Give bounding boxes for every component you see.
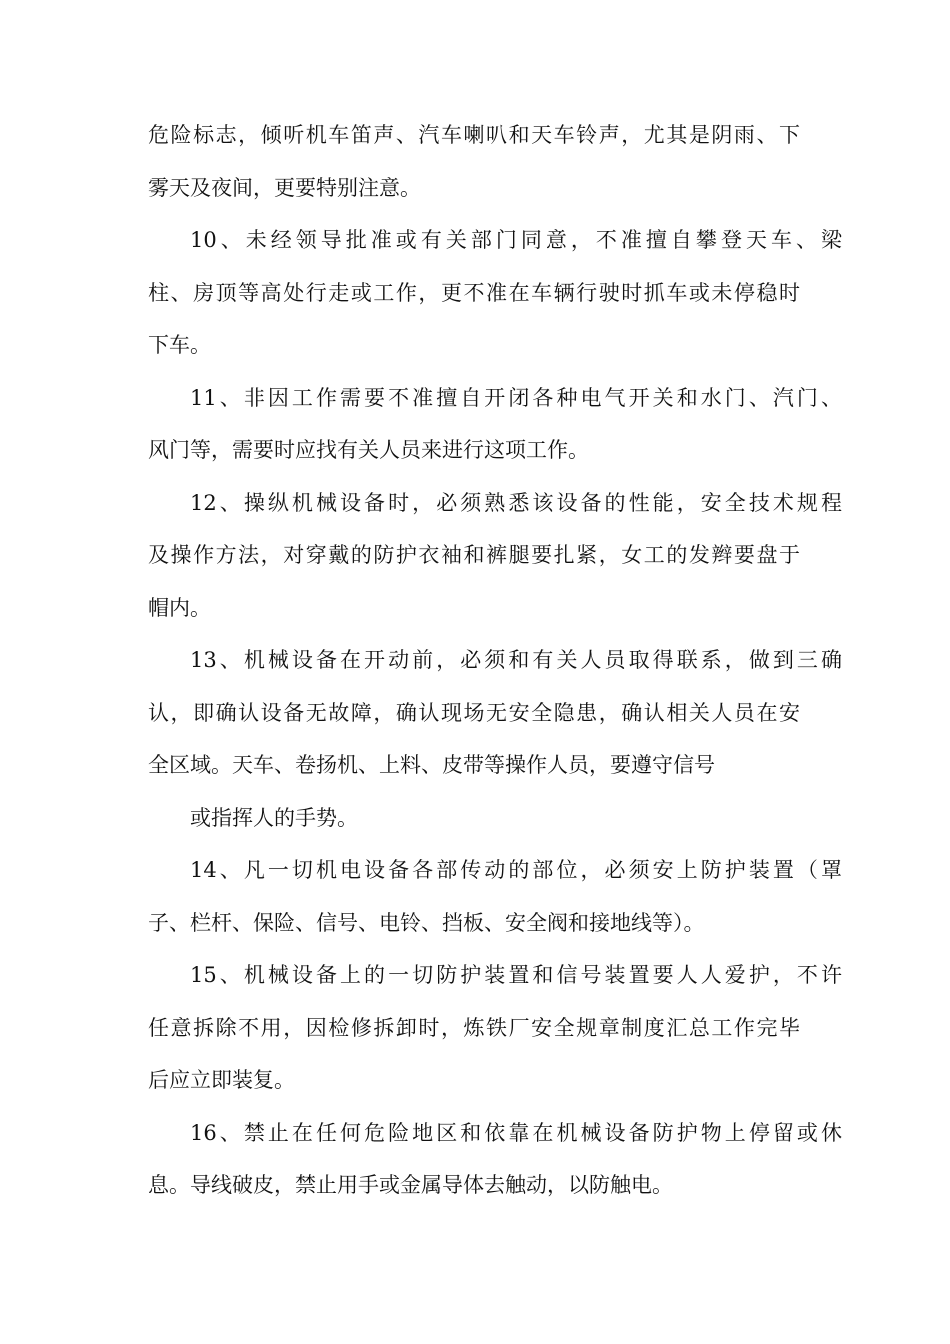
text-line: 风门等，需要时应找有关人员来进行这项工作。 xyxy=(148,438,589,462)
text-line: 下车。 xyxy=(148,333,211,357)
paragraph-14-line-1: 14、凡一切机电设备各部传动的部位，必须安上防护装置（罩 xyxy=(190,858,842,882)
paragraph-12-line-1: 12、操纵机械设备时，必须熟悉该设备的性能，安全技术规程 xyxy=(190,490,842,515)
paragraph-11-line-1: 11、非因工作需要不准擅自开闭各种电气开关和水门、汽门、 xyxy=(190,385,842,410)
text-line: 子、栏杆、保险、信号、电铃、挡板、安全阀和接地线等）。 xyxy=(148,910,705,935)
text-line: 帽内。 xyxy=(148,595,211,620)
paragraph-10-line-1: 10、未经领导批准或有关部门同意，不准擅自攀登天车、梁 xyxy=(190,228,842,252)
text-line: 任意拆除不用，因检修拆卸时，炼铁厂安全规章制度汇总工作完毕 xyxy=(148,1015,800,1040)
text-line: 息。导线破皮，禁止用手或金属导体去触动，以防触电。 xyxy=(148,1173,673,1197)
text-line: 危险标志，倾听机车笛声、汽车喇叭和天车铃声，尤其是阴雨、下 xyxy=(148,123,800,147)
paragraph-15-line-1: 15、机械设备上的一切防护装置和信号装置要人人爱护，不许 xyxy=(190,963,842,987)
text-line: 柱、房顶等高处行走或工作，更不准在车辆行驶时抓车或未停稳时 xyxy=(148,280,800,305)
paragraph-16-line-1: 16、禁止在任何危险地区和依靠在机械设备防护物上停留或休 xyxy=(190,1120,842,1145)
text-line: 全区域。天车、卷扬机、上料、皮带等操作人员，要遵守信号 xyxy=(148,753,715,777)
text-line: 雾天及夜间，更要特别注意。 xyxy=(148,175,421,200)
text-line: 及操作方法，对穿戴的防护衣袖和裤腿要扎紧，女工的发辫要盘于 xyxy=(148,543,800,567)
document-body xyxy=(148,109,842,1212)
text-line: 后应立即装复。 xyxy=(148,1068,295,1092)
text-line: 认，即确认设备无故障，确认现场无安全隐患，确认相关人员在安 xyxy=(148,700,800,725)
paragraph-13-line-1: 13、机械设备在开动前，必须和有关人员取得联系，做到三确 xyxy=(190,648,842,672)
text-line: 或指挥人的手势。 xyxy=(190,805,358,830)
